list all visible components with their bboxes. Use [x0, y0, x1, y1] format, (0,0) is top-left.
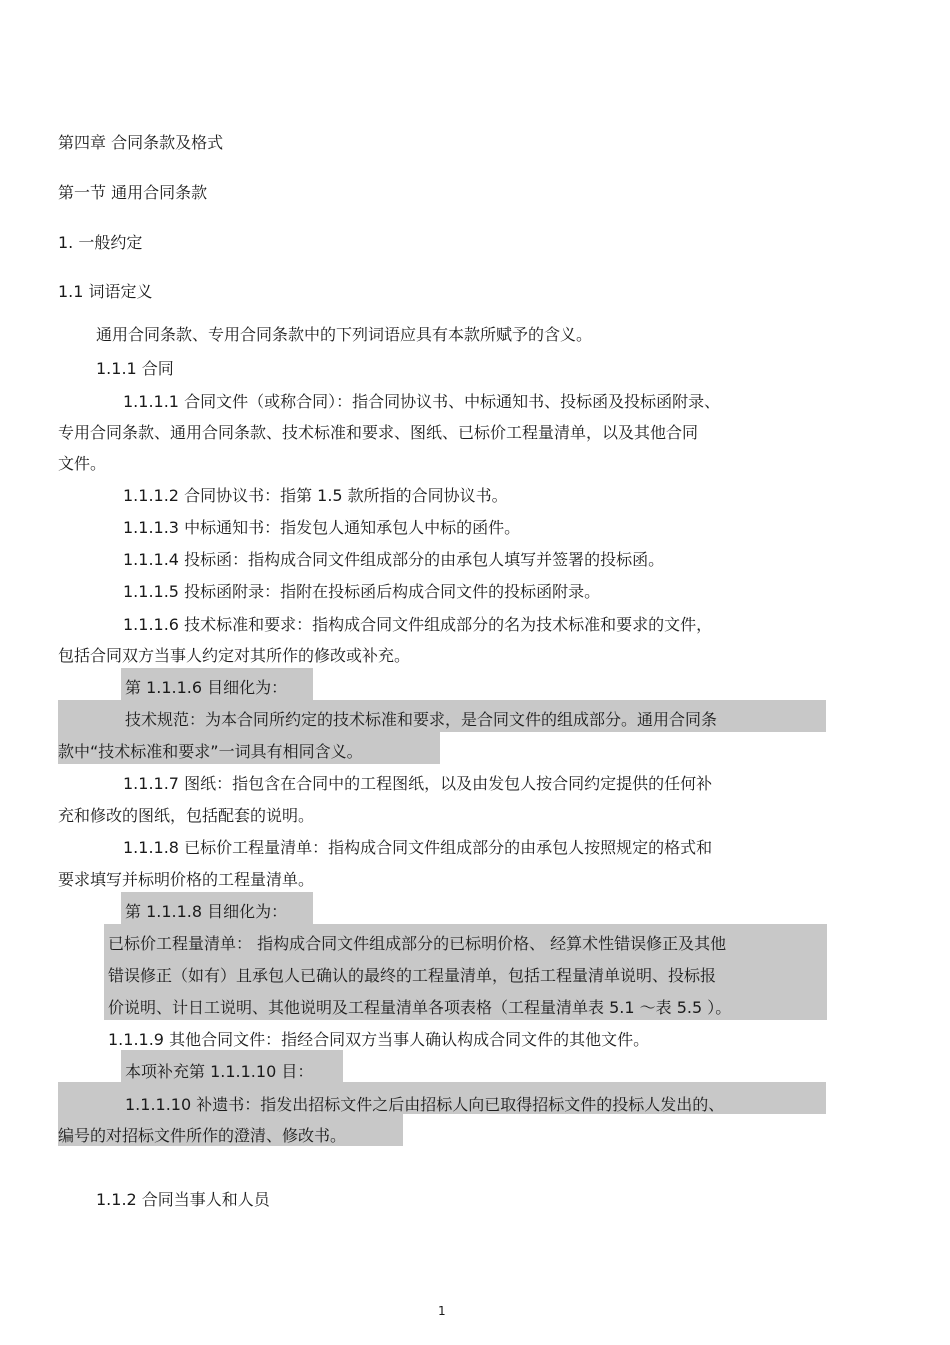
chapter-title: 第四章 合同条款及格式: [58, 133, 224, 152]
clause-1-heading: 1. 一般约定: [58, 233, 143, 252]
clause-1111-line-2: 专用合同条款、通用合同条款、技术标准和要求、图纸、已标价工程量清单，以及其他合同: [58, 423, 699, 442]
refine-1118-line-3: 价说明、计日工说明、其他说明及工程量清单各项表格（工程量清单表 5.1 ～表 5.5 ）。: [108, 998, 732, 1017]
refine-1116-line-1: 技术规范：为本合同所约定的技术标准和要求，是合同文件的组成部分。通用合同条: [125, 710, 718, 729]
clause-1115: 1.1.1.5 投标函附录：指附在投标函后构成合同文件的投标函附录。: [123, 582, 601, 601]
clause-1113: 1.1.1.3 中标通知书：指发包人通知承包人中标的函件。: [123, 518, 521, 537]
clause-1117-line-1: 1.1.1.7 图纸：指包含在合同中的工程图纸，以及由发包人按合同约定提供的任何补: [123, 774, 713, 793]
clause-1117-line-2: 充和修改的图纸，包括配套的说明。: [58, 806, 315, 825]
supp-11110-heading: 本项补充第 1.1.1.10 目：: [125, 1062, 314, 1081]
page-number: 1: [438, 1304, 446, 1318]
refine-1118-line-1: 已标价工程量清单： 指构成合同文件组成部分的已标明价格、 经算术性错误修正及其他: [108, 934, 727, 953]
clause-1-1-1-heading: 1.1.1 合同: [96, 359, 174, 378]
clause-1116-line-2: 包括合同双方当事人约定对其所作的修改或补充。: [58, 646, 411, 665]
refine-1118-line-2: 错误修正（如有）且承包人已确认的最终的工程量清单，包括工程量清单说明、投标报: [108, 966, 717, 985]
clause-1111-line-1: 1.1.1.1 合同文件（或称合同）：指合同协议书、中标通知书、投标函及投标函附录、: [123, 392, 721, 411]
section-title: 第一节 通用合同条款: [58, 183, 208, 202]
clause-1-1-heading: 1.1 词语定义: [58, 282, 153, 301]
intro-paragraph: 通用合同条款、专用合同条款中的下列词语应具有本款所赋予的含义。: [96, 325, 593, 344]
clause-1111-line-3: 文件。: [58, 454, 107, 473]
supp-11110-line-1: 1.1.1.10 补遗书：指发出招标文件之后由招标人向已取得招标文件的投标人发出的、: [125, 1095, 725, 1114]
refine-1116-line-2: 款中“技术标准和要求”一词具有相同含义。: [58, 742, 363, 761]
supp-11110-line-2: 编号的对招标文件所作的澄清、修改书。: [58, 1126, 347, 1145]
refine-1116-heading: 第 1.1.1.6 目细化为：: [125, 678, 288, 697]
clause-1118-line-2: 要求填写并标明价格的工程量清单。: [58, 870, 315, 889]
clause-1119: 1.1.1.9 其他合同文件：指经合同双方当事人确认构成合同文件的其他文件。: [108, 1030, 650, 1049]
clause-1118-line-1: 1.1.1.8 已标价工程量清单：指构成合同文件组成部分的由承包人按照规定的格式和: [123, 838, 713, 857]
clause-1114: 1.1.1.4 投标函：指构成合同文件组成部分的由承包人填写并签署的投标函。: [123, 550, 665, 569]
clause-1116-line-1: 1.1.1.6 技术标准和要求：指构成合同文件组成部分的名为技术标准和要求的文件，: [123, 615, 713, 634]
clause-1-1-2-heading: 1.1.2 合同当事人和人员: [96, 1190, 270, 1209]
clause-1112: 1.1.1.2 合同协议书：指第 1.5 款所指的合同协议书。: [123, 486, 508, 505]
refine-1118-heading: 第 1.1.1.8 目细化为：: [125, 902, 288, 921]
